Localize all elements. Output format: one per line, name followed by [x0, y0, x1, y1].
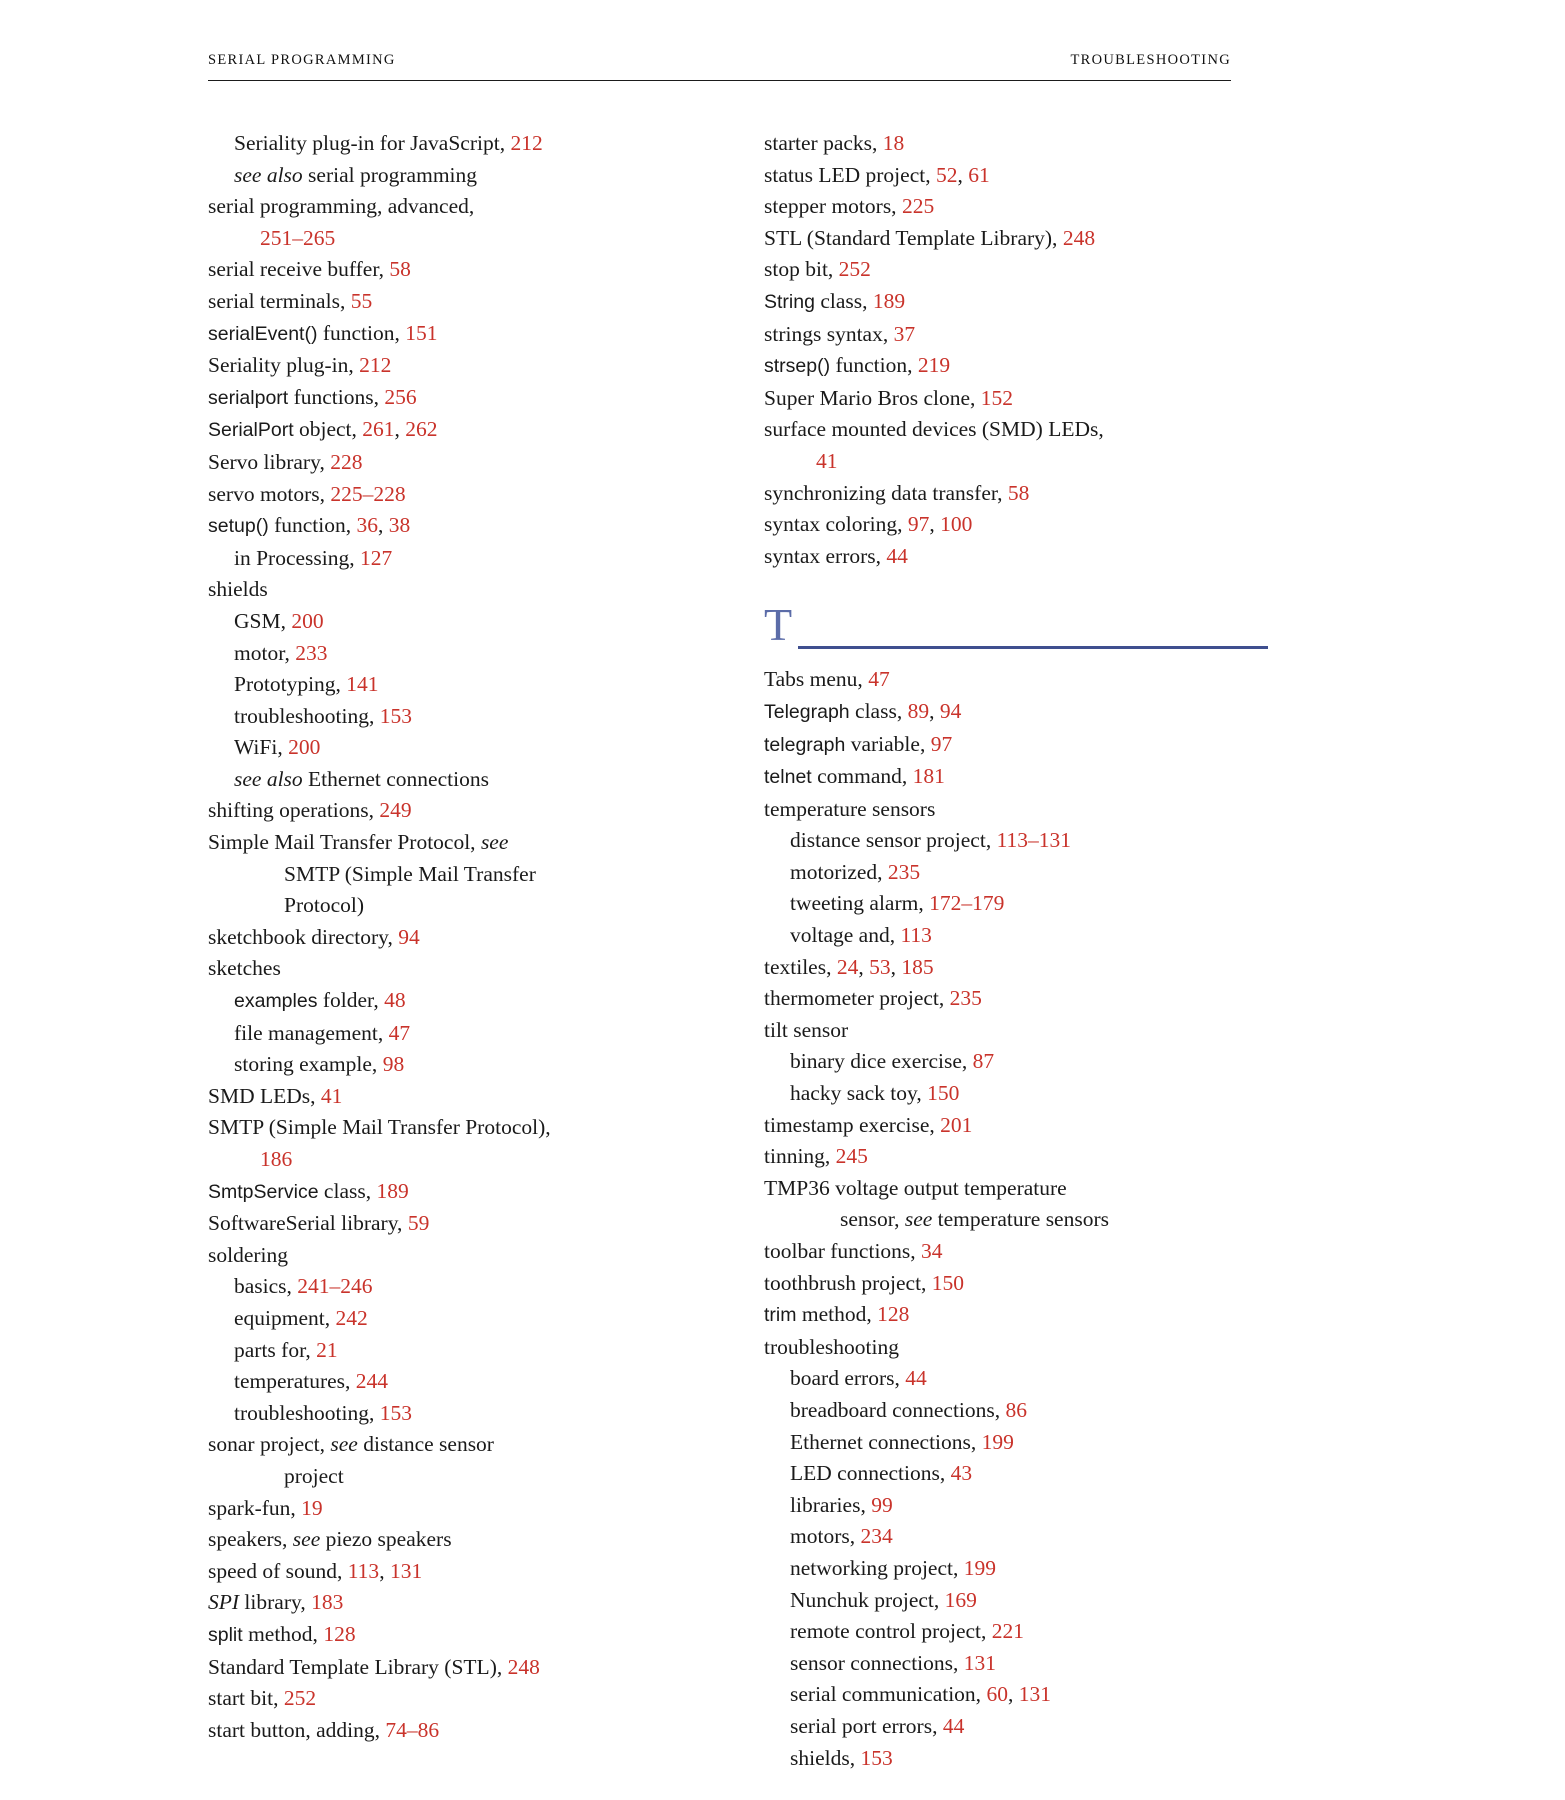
right-column: [764, 128, 1268, 1774]
index-entry: status LED project, 52, 61: [764, 162, 990, 187]
running-head: [208, 52, 1231, 69]
index-entry: basics, 241–246: [234, 1274, 373, 1299]
index-entry: strings syntax, 37: [764, 321, 916, 346]
index-entry: String class, 189: [764, 288, 906, 313]
index-entry: SMTP (Simple Mail Transfer Protocol),: [208, 1115, 551, 1140]
index-entry: serial communication, 60, 131: [790, 1682, 1051, 1707]
index-entry: start bit, 252: [208, 1686, 317, 1711]
index-entry: Prototyping, 141: [234, 672, 379, 697]
index-entry: 186: [260, 1147, 293, 1171]
index-entry: TMP36 voltage output temperature: [764, 1175, 1067, 1200]
index-entry: temperatures, 244: [234, 1369, 389, 1394]
index-entry: split method, 128: [208, 1621, 356, 1646]
index-entry: spark-fun, 19: [208, 1495, 323, 1520]
index-entry: sensor connections, 131: [790, 1650, 997, 1675]
index-entry: toolbar functions, 34: [764, 1239, 943, 1263]
index-entry: toothbrush project, 150: [764, 1270, 965, 1295]
index-entry: Seriality plug-in for JavaScript, 212: [234, 131, 543, 155]
index-entry: SoftwareSerial library, 59: [208, 1211, 430, 1236]
index-entry: Servo library, 228: [208, 449, 363, 474]
index-columns: [208, 128, 1268, 1774]
index-entry: trim method, 128: [764, 1302, 910, 1327]
index-entry: 251–265: [260, 225, 336, 250]
index-entry: Ethernet connections, 199: [790, 1429, 1014, 1454]
index-entry: shields, 153: [790, 1745, 893, 1770]
index-entry: stepper motors, 225: [764, 194, 935, 219]
index-entry: tilt sensor: [764, 1017, 849, 1042]
index-entry: servo motors, 225–228: [208, 481, 406, 506]
running-head-right: TROUBLESHOOTING: [1070, 52, 1231, 68]
index-entry: see also Ethernet connections: [234, 766, 489, 791]
index-entry: Nunchuk project, 169: [790, 1587, 977, 1612]
index-entry: SPI library, 183: [208, 1590, 344, 1615]
index-entry: shields: [208, 577, 268, 602]
index-entry: Seriality plug-in, 212: [208, 353, 392, 378]
index-entry: project: [284, 1463, 344, 1488]
index-entry: sensor, see temperature sensors: [840, 1207, 1109, 1232]
index-entry: WiFi, 200: [234, 735, 321, 760]
index-entry: examples folder, 48: [234, 988, 406, 1013]
index-entry: board errors, 44: [790, 1366, 927, 1391]
index-entry: in Processing, 127: [234, 545, 393, 570]
index-entry: LED connections, 43: [790, 1461, 973, 1486]
running-head-left: SERIAL PROGRAMMING: [208, 52, 396, 68]
index-entry: troubleshooting: [764, 1334, 899, 1359]
index-entry: synchronizing data transfer, 58: [764, 480, 1030, 505]
index-entry: networking project, 199: [790, 1555, 996, 1580]
index-entry: sonar project, see distance sensor: [208, 1432, 494, 1457]
index-entry: sketchbook directory, 94: [208, 924, 420, 949]
index-entry: start button, adding, 74–86: [208, 1717, 440, 1742]
index-entry: soldering: [208, 1242, 289, 1267]
index-entry: STL (Standard Template Library), 248: [764, 225, 1096, 250]
index-entry: thermometer project, 235: [764, 986, 982, 1011]
index-entry: troubleshooting, 153: [234, 703, 412, 728]
index-entry: surface mounted devices (SMD) LEDs,: [764, 417, 1104, 442]
index-entry: speed of sound, 113, 131: [208, 1558, 423, 1583]
index-entry: Simple Mail Transfer Protocol, see: [208, 830, 509, 855]
index-entry: GSM, 200: [234, 608, 324, 633]
index-entry: stop bit, 252: [764, 257, 871, 282]
index-entry: serialport functions, 256: [208, 384, 417, 409]
index-entry: remote control project, 221: [790, 1619, 1025, 1644]
index-entry: motorized, 235: [790, 859, 921, 884]
index-entry: telegraph variable, 97: [764, 731, 953, 756]
index-entry: equipment, 242: [234, 1305, 368, 1330]
index-entry: serialEvent() function, 151: [208, 320, 438, 345]
index-entry: Standard Template Library (STL), 248: [208, 1654, 540, 1679]
index-entry: SerialPort object, 261, 262: [208, 417, 438, 442]
index-entry: timestamp exercise, 201: [764, 1112, 973, 1137]
index-entry: temperature sensors: [764, 796, 936, 821]
index-entry: distance sensor project, 113–131: [790, 828, 1072, 853]
index-entry: parts for, 21: [234, 1337, 338, 1362]
index-entry: serial terminals, 55: [208, 288, 373, 313]
left-column: [208, 128, 712, 1774]
index-entry: hacky sack toy, 150: [790, 1081, 960, 1106]
index-entry: shifting operations, 249: [208, 798, 412, 823]
index-entry: textiles, 24, 53, 185: [764, 954, 934, 979]
index-entry: setup() function, 36, 38: [208, 513, 411, 538]
index-entry: SmtpService class, 189: [208, 1178, 409, 1203]
index-entry: file management, 47: [234, 1020, 411, 1045]
index-entry: tinning, 245: [764, 1144, 868, 1169]
index-entry: telnet command, 181: [764, 764, 945, 789]
index-entry: syntax coloring, 97, 100: [764, 512, 973, 537]
index-entry: binary dice exercise, 87: [790, 1049, 995, 1074]
index-entry: SMD LEDs, 41: [208, 1083, 343, 1108]
index-entry: strsep() function, 219: [764, 353, 951, 378]
index-entry: libraries, 99: [790, 1492, 893, 1517]
running-head-rule: [208, 80, 1231, 81]
index-entry: motors, 234: [790, 1524, 893, 1549]
index-entry: tweeting alarm, 172–179: [790, 891, 1005, 916]
index-entry: serial programming, advanced,: [208, 194, 475, 219]
index-entry: SMTP (Simple Mail Transfer: [284, 861, 536, 886]
index-entry: see also serial programming: [234, 162, 478, 187]
index-entry: troubleshooting, 153: [234, 1400, 412, 1425]
index-entry: Telegraph class, 89, 94: [764, 698, 962, 723]
index-entry: starter packs, 18: [764, 131, 905, 155]
index-entry: 41: [816, 448, 838, 473]
index-entry: syntax errors, 44: [764, 543, 908, 568]
index-entry: storing example, 98: [234, 1052, 405, 1077]
index-entry: serial receive buffer, 58: [208, 257, 411, 282]
index-entry: Tabs menu, 47: [764, 667, 890, 692]
index-entry: serial port errors, 44: [790, 1713, 965, 1738]
index-entry: sketches: [208, 956, 281, 981]
letter-heading: T: [764, 599, 793, 651]
letter-heading-block: [764, 599, 1268, 658]
index-entry: breadboard connections, 86: [790, 1397, 1028, 1422]
index-entry: Super Mario Bros clone, 152: [764, 385, 1014, 410]
index-entry: speakers, see piezo speakers: [208, 1527, 452, 1552]
index-entry: motor, 233: [234, 640, 328, 665]
letter-heading-rule: [798, 646, 1268, 649]
index-entry: Protocol): [284, 893, 365, 918]
index-entry: voltage and, 113: [790, 923, 932, 948]
